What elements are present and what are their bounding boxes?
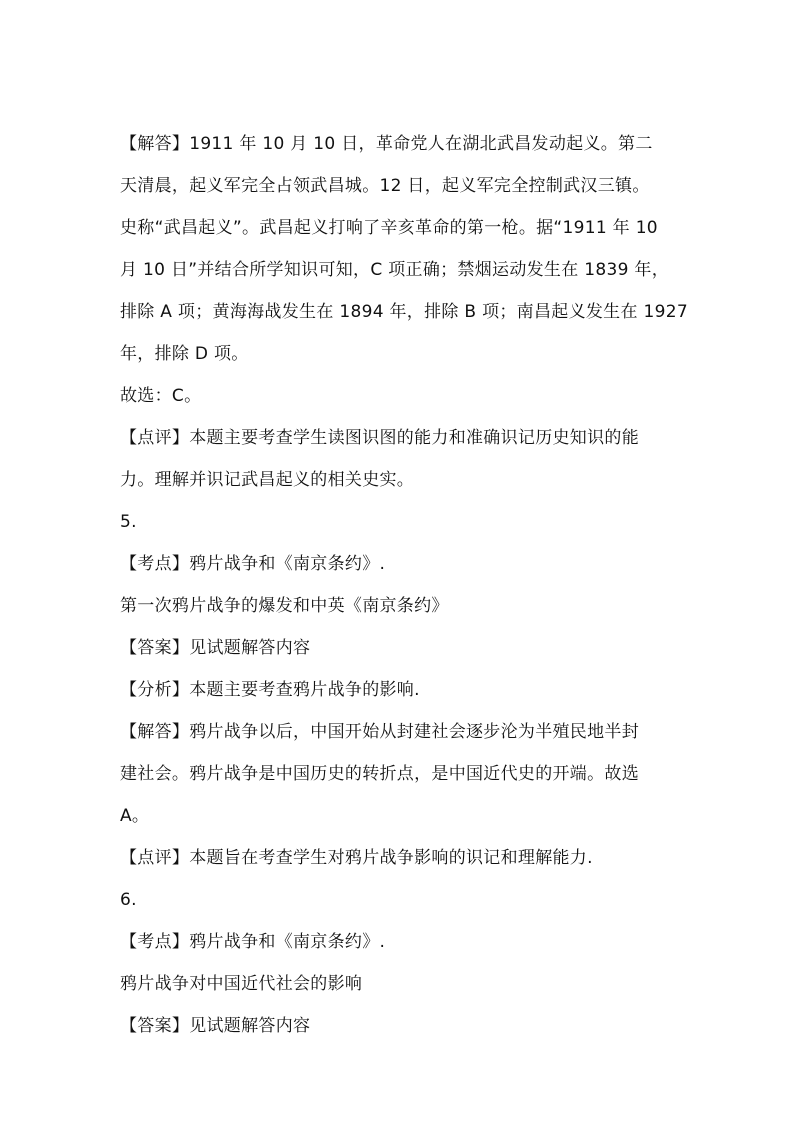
text-line-daan-5: 【答案】见试题解答内容 xyxy=(120,638,311,658)
text-line-topic-5: 第一次鸦片战争的爆发和中英《南京条约》 xyxy=(120,596,449,616)
text-line-dianping-2: 力。理解并识记武昌起义的相关史实。 xyxy=(120,470,415,490)
text-line-kaodian-6: 【考点】鸦片战争和《南京条约》. xyxy=(120,932,386,952)
question-number-6: 6. xyxy=(120,890,137,910)
text-line-jieda-1: 【解答】1911 年 10 月 10 日，革命党人在湖北武昌发动起义。第二 xyxy=(120,134,653,154)
text-line-jieda-5-3: A。 xyxy=(120,806,150,826)
text-line-kaodian-5: 【考点】鸦片战争和《南京条约》. xyxy=(120,554,386,574)
text-line-jieda-4: 月 10 日”并结合所学知识可知，C 项正确；禁烟运动发生在 1839 年， xyxy=(120,260,669,280)
text-line-jieda-5-2: 建社会。鸦片战争是中国历史的转折点，是中国近代史的开端。故选 xyxy=(120,764,639,784)
text-line-topic-6: 鸦片战争对中国近代社会的影响 xyxy=(120,974,363,994)
text-line-jieda-2: 天清晨，起义军完全占领武昌城。12 日，起义军完全控制武汉三镇。 xyxy=(120,176,650,196)
text-line-guxuan: 故选：C。 xyxy=(120,386,202,406)
text-line-jieda-3: 史称“武昌起义”。武昌起义打响了辛亥革命的第一枪。据“1911 年 10 xyxy=(120,218,658,238)
question-number-5: 5. xyxy=(120,512,137,532)
text-line-jieda-6: 年，排除 D 项。 xyxy=(120,344,249,364)
text-line-jieda-5-1: 【解答】鸦片战争以后，中国开始从封建社会逐步沦为半殖民地半封 xyxy=(120,722,639,742)
text-line-daan-6: 【答案】见试题解答内容 xyxy=(120,1016,311,1036)
text-line-fenxi-5: 【分析】本题主要考查鸦片战争的影响. xyxy=(120,680,420,700)
text-line-dianping-1: 【点评】本题主要考查学生读图识图的能力和准确识记历史知识的能 xyxy=(120,428,639,448)
text-line-dianping-5: 【点评】本题旨在考查学生对鸦片战争影响的识记和理解能力. xyxy=(120,848,593,868)
text-line-jieda-5: 排除 A 项；黄海海战发生在 1894 年，排除 B 项；南昌起义发生在 1927 xyxy=(120,302,688,322)
